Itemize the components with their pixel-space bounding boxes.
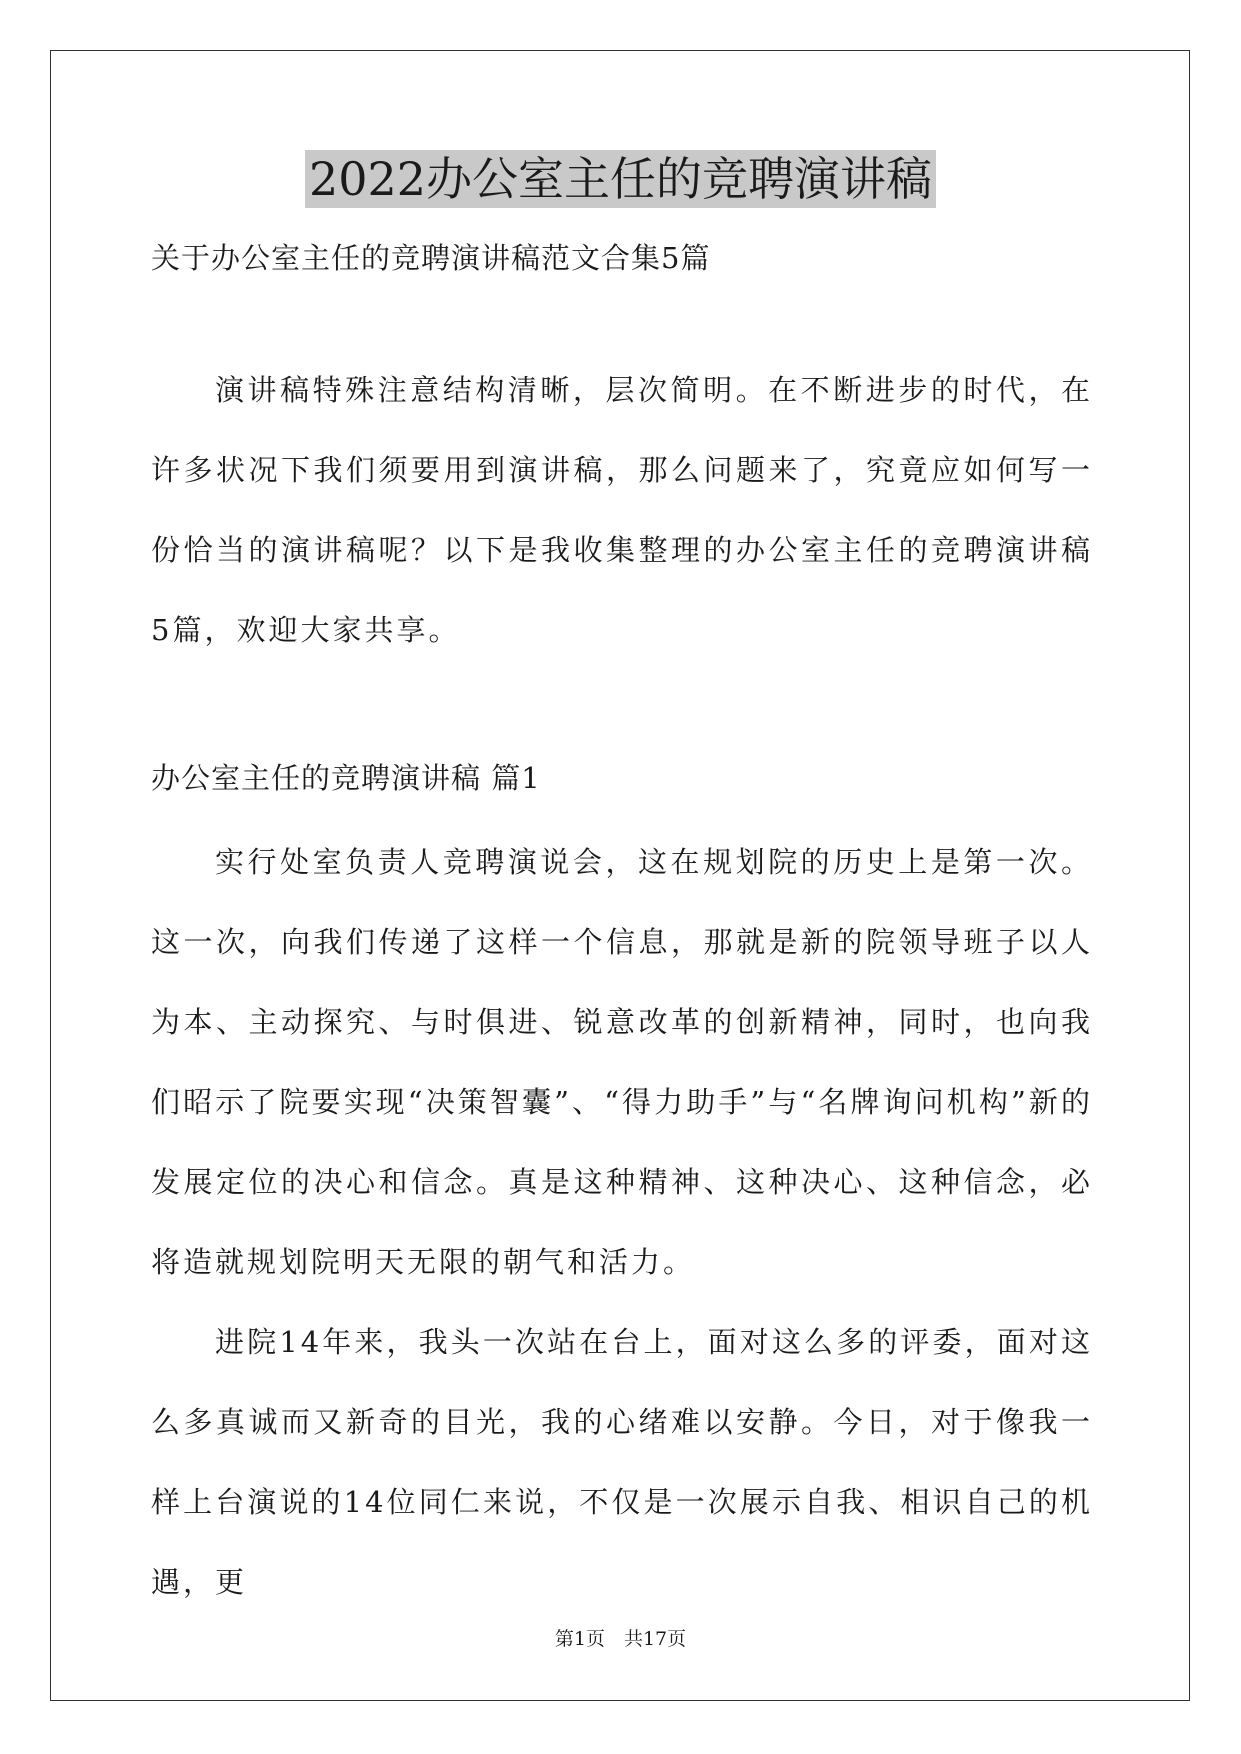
body-paragraph: 进院14年来，我头一次站在台上，面对这么多的评委，面对这么多真诚而又新奇的目光，我的心绪难以安静。今日，对于像我一样上台演说的14位同仁来说，不仅是一次展示自我、相识自己的机遇，更 <box>151 1325 1093 1599</box>
document-title-text: 2022办公室主任的竞聘演讲稿 <box>305 150 936 208</box>
intro-paragraph: 演讲稿特殊注意结构清晰，层次简明。在不断进步的时代，在许多状况下我们须要用到演讲稿，那么问题来了，究竟应如何写一份恰当的演讲稿呢？以下是我收集整理的办公室主任的竞聘演讲稿5篇，欢迎大家共享。 <box>151 373 1093 647</box>
page-footer: 第1页 共17页 <box>554 1628 687 1650</box>
section-heading: 办公室主任的竞聘演讲稿 篇1 <box>151 761 541 795</box>
document-title <box>0 148 1241 210</box>
document-subtitle: 关于办公室主任的竞聘演讲稿范文合集5篇 <box>151 241 711 275</box>
body-paragraph: 实行处室负责人竞聘演说会，这在规划院的历史上是第一次。这一次，向我们传递了这样一个信息，那就是新的院领导班子以人为本、主动探究、与时俱进、锐意改革的创新精神，同时，也向我们昭示了院要实现“决策智囊”、“得力助手”与“名牌询问机构”新的发展定位的决心和信念。真是这种精神、这种决心、这种信念，必将造就规划院明天无限的朝气和活力。 <box>151 845 1093 1279</box>
